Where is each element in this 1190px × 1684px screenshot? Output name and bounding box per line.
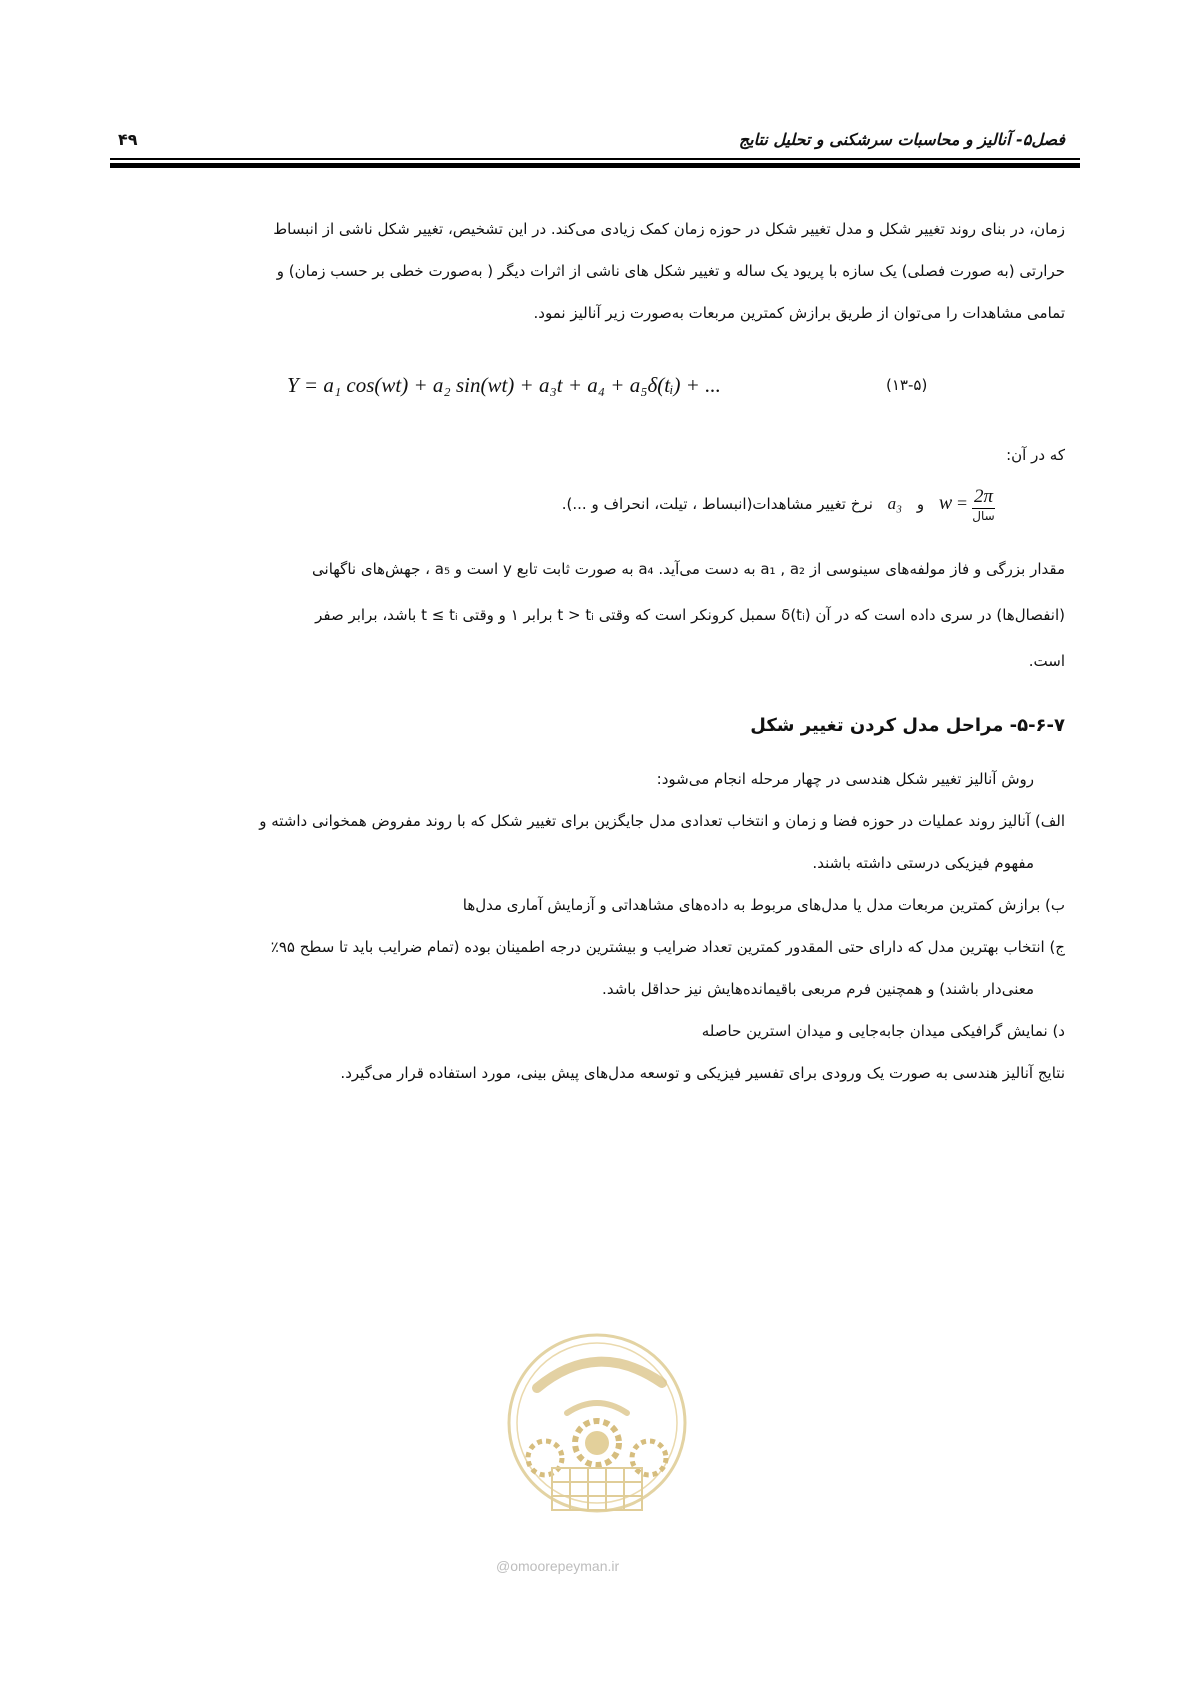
a3-symbol: a₃: [887, 494, 903, 513]
item-d: د) نمایش گرافیکی میدان جابه‌جایی و میدان استرین حاصله: [701, 1022, 1065, 1040]
amplitude-line-2: (انفصال‌ها) در سری داده است که در آن δ(tᵢ) سمبل کرونکر است که وقتی t > tᵢ برابر ۱ و وقتی t ≤ tᵢ باشد، برابر صفر: [315, 606, 1065, 624]
and-word: و: [916, 495, 925, 513]
intro-line-3: تمامی مشاهدات را می‌توان از طریق برازش کمترین مربعات به‌صورت زیر آنالیز نمود.: [533, 304, 1065, 322]
item-a-line-2: مفهوم فیزیکی درستی داشته باشند.: [812, 854, 1034, 872]
header-rule-thick: [110, 163, 1080, 168]
w-numerator: 2π: [973, 486, 993, 507]
intro-line-1: زمان، در بنای روند تغییر شکل و مدل تغییر شکل در حوزه زمان کمک زیادی می‌کند. در این تشخیص، تغییر شکل ناشی از انبساط: [273, 220, 1065, 238]
equation-number: (۱۳-۵): [886, 376, 928, 394]
section-heading: ۵-۶-۷- مراحل مدل کردن تغییر شکل: [750, 715, 1065, 736]
item-a-line-1: الف) آنالیز روند عملیات در حوزه فضا و زمان و انتخاب تعدادی مدل جایگزین برای تغییر شکل که با روند مفروض همخوانی داشته و: [259, 812, 1065, 830]
watermark-url: @omoorepeyman.ir: [496, 1558, 620, 1574]
section-intro: روش آنالیز تغییر شکل هندسی در چهار مرحله انجام می‌شود:: [656, 770, 1034, 788]
watermark-logo: [497, 1328, 697, 1528]
conclusion: نتایج آنالیز هندسی به صورت یک ورودی برای تفسیر فیزیکی و توسعه مدل‌های پیش بینی، مورد استفاده قرار می‌گیرد.: [340, 1064, 1065, 1082]
item-c-line-2: معنی‌دار باشند) و همچنین فرم مربعی باقیمانده‌هایش نیز حداقل باشد.: [602, 980, 1034, 998]
w-fraction: [972, 486, 995, 523]
header-rule-thin: [110, 158, 1080, 160]
chapter-title: فصل۵- آنالیز و محاسبات سرشکنی و تحلیل نتایج: [738, 130, 1065, 149]
a3-description: نرخ تغییر مشاهدات(انبساط ، تیلت، انحراف و ...).: [561, 495, 873, 513]
w-denominator: سال: [972, 509, 995, 523]
where-label: که در آن:: [1006, 446, 1065, 464]
where-definition: نرخ تغییر مشاهدات(انبساط ، تیلت، انحراف و ...). a₃ و w = $\frac{2\pi}{\text{سال}}$: [561, 486, 995, 523]
equation-formula: Y = a₁ cos(wt) + a₂ sin(wt) + a₃t + a₄ + a₅δ(tᵢ) + ...: [287, 373, 721, 397]
item-c-line-1: ج) انتخاب بهترین مدل که دارای حتی المقدور کمترین تعداد ضرایب و بیشترین درجه اطمینان بوده (تمام ضرایب باید تا سطح ۹۵٪: [270, 938, 1065, 956]
w-symbol: w: [938, 492, 953, 514]
item-b: ب) برازش کمترین مربعات مدل یا مدل‌های مربوط به داده‌های مشاهداتی و آزمایش آماری مدل‌ها: [462, 896, 1065, 914]
page-number: ۴۹: [118, 130, 138, 149]
amplitude-line-1: مقدار بزرگی و فاز مولفه‌های سینوسی از a₁ , a₂ به دست می‌آید. a₄ به صورت ثابت تابع y است و a₅ ، جهش‌های ناگهانی: [312, 560, 1065, 578]
intro-line-2: حرارتی (به صورت فصلی) یک سازه با پریود یک ساله و تغییر شکل های ناشی از اثرات دیگر ( به‌صورت خطی بر حسب زمان) و: [276, 262, 1065, 280]
amplitude-line-3: است.: [1028, 652, 1065, 670]
